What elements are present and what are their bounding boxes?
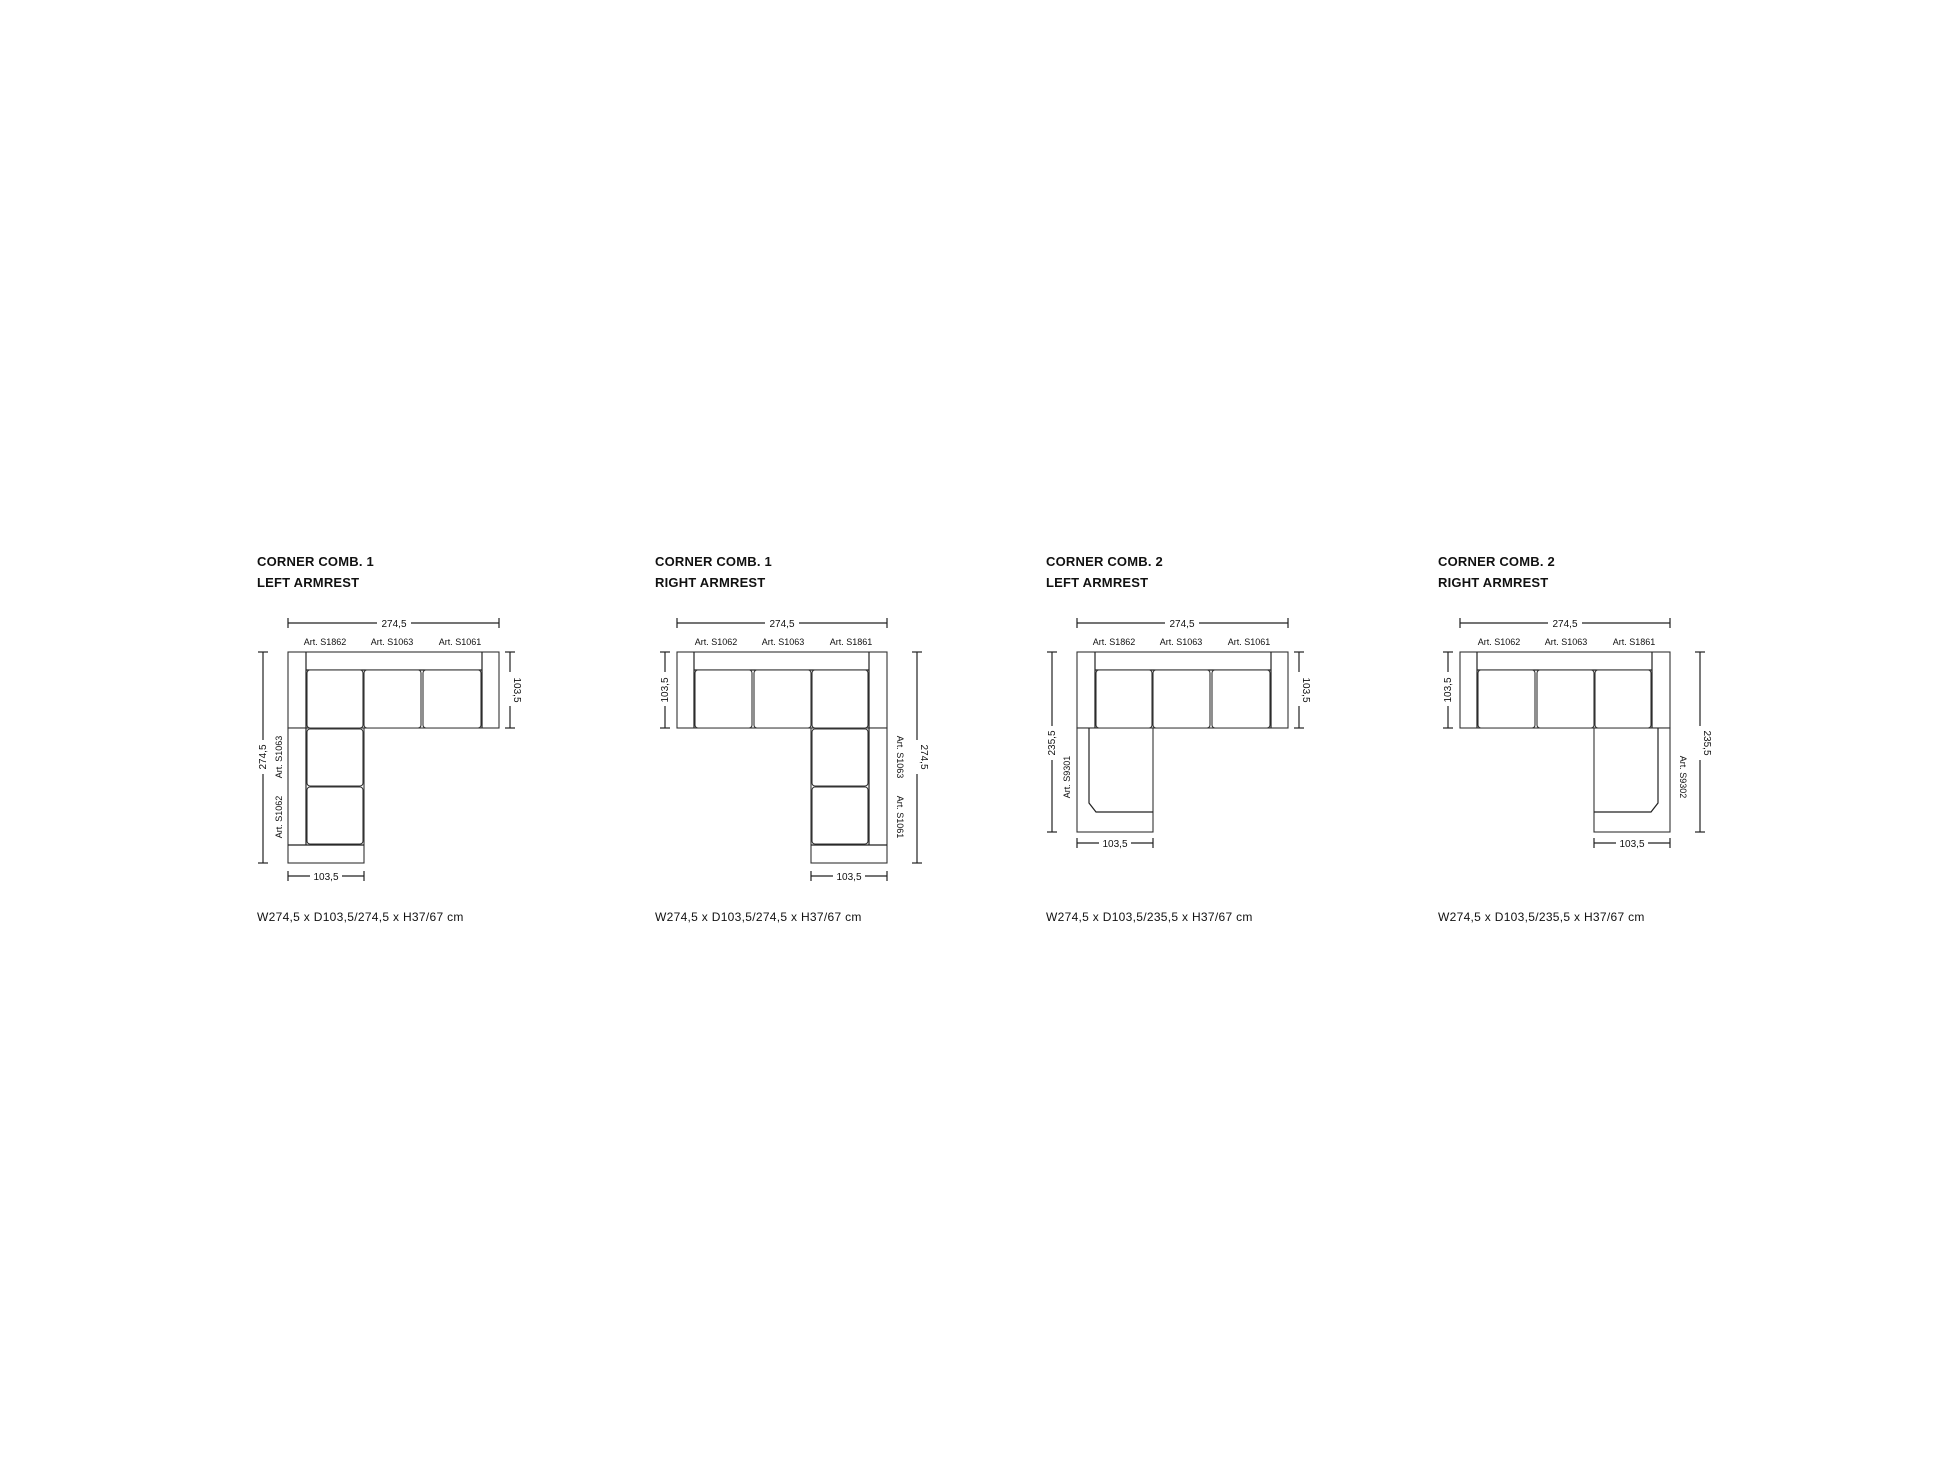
combo2-depth-left-dim: 103,5 <box>660 677 671 703</box>
combo4-art-top-2: Art. S1063 <box>1544 637 1588 647</box>
combo2-plan <box>657 615 929 883</box>
combo2-spec: W274,5 x D103,5/274,5 x H37/67 cm <box>655 910 862 924</box>
combo2-title-line2: RIGHT ARMREST <box>655 575 766 590</box>
combo2-art-top-1: Art. S1062 <box>694 637 738 647</box>
combo1-plan <box>255 615 522 883</box>
combo3-depth-right-dim: 103,5 <box>1300 677 1311 703</box>
combo2-art-side-2: Art. S1061 <box>895 795 905 839</box>
combo1-depth-left-dim: 274,5 <box>258 744 269 770</box>
combo3-title-line2: LEFT ARMREST <box>1046 575 1149 590</box>
combo3-bottom-dim: 103,5 <box>1102 839 1128 850</box>
combo1-art-top-2: Art. S1063 <box>370 637 414 647</box>
combo2-art-top-2: Art. S1063 <box>761 637 805 647</box>
combo1-art-top-1: Art. S1862 <box>303 637 347 647</box>
combo3-art-top-3: Art. S1061 <box>1227 637 1271 647</box>
combo3-plan <box>1044 615 1311 850</box>
combo1-art-side-2: Art. S1062 <box>274 795 284 839</box>
combo2-title-line1: CORNER COMB. 1 <box>655 554 772 569</box>
combo1-width-dim: 274,5 <box>381 619 407 630</box>
combo3-art-side-1: Art. S9301 <box>1062 755 1072 799</box>
combo3-width-dim: 274,5 <box>1169 619 1195 630</box>
combo2-depth-right-dim: 274,5 <box>918 744 929 770</box>
combo2-art-top-3: Art. S1861 <box>829 637 873 647</box>
combo3-art-top-2: Art. S1063 <box>1159 637 1203 647</box>
combo1-bottom-dim: 103,5 <box>313 872 339 883</box>
combo1-depth-right-dim: 103,5 <box>511 677 522 703</box>
combo1-spec: W274,5 x D103,5/274,5 x H37/67 cm <box>257 910 464 924</box>
combo2-art-side-1: Art. S1063 <box>895 735 905 779</box>
combo4-depth-left-dim: 103,5 <box>1443 677 1454 703</box>
combo3-art-top-1: Art. S1862 <box>1092 637 1136 647</box>
combo4-plan <box>1440 615 1712 850</box>
combo4-title-line1: CORNER COMB. 2 <box>1438 554 1555 569</box>
combo4-depth-right-dim: 235,5 <box>1701 730 1712 756</box>
combo3-title-line1: CORNER COMB. 2 <box>1046 554 1163 569</box>
combo2-width-dim: 274,5 <box>769 619 795 630</box>
combo1-title-line2: LEFT ARMREST <box>257 575 360 590</box>
combo1-art-side-1: Art. S1063 <box>274 735 284 779</box>
combo4-width-dim: 274,5 <box>1552 619 1578 630</box>
combo4-art-top-3: Art. S1861 <box>1612 637 1656 647</box>
combo4-art-top-1: Art. S1062 <box>1477 637 1521 647</box>
combo4-spec: W274,5 x D103,5/235,5 x H37/67 cm <box>1438 910 1645 924</box>
combo2-bottom-dim: 103,5 <box>836 872 862 883</box>
combo3-spec: W274,5 x D103,5/235,5 x H37/67 cm <box>1046 910 1253 924</box>
combo4-art-side-1: Art. S9302 <box>1678 755 1688 799</box>
combo1-art-top-3: Art. S1061 <box>438 637 482 647</box>
combo4-title-line2: RIGHT ARMREST <box>1438 575 1549 590</box>
combo3-depth-left-dim: 235,5 <box>1047 730 1058 756</box>
combo4-bottom-dim: 103,5 <box>1619 839 1645 850</box>
combo1-title-line1: CORNER COMB. 1 <box>257 554 374 569</box>
